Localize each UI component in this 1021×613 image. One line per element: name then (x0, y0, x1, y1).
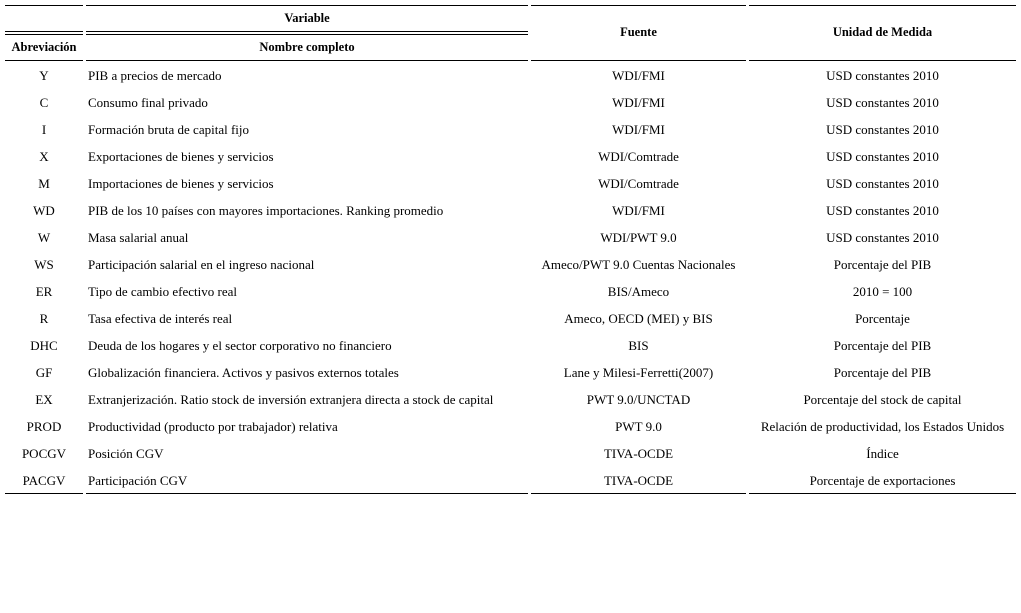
unit-cell: Porcentaje (855, 311, 910, 326)
abbreviation-cell: W (37, 230, 51, 245)
full-name-cell: Posición CGV (88, 446, 164, 461)
source-cell: PWT 9.0 (615, 419, 662, 434)
source-cell: Ameco/PWT 9.0 Cuentas Nacionales (541, 257, 736, 272)
abbreviation-cell: C (39, 95, 49, 110)
unit-cell: USD constantes 2010 (826, 122, 939, 137)
source-cell: WDI/Comtrade (598, 176, 679, 191)
abbreviation-cell: GF (35, 365, 53, 380)
rule (531, 5, 746, 6)
double-rule (5, 31, 83, 35)
rule (5, 493, 83, 494)
source-cell: Lane y Milesi-Ferretti(2007) (563, 365, 714, 380)
full-name-cell: Consumo final privado (88, 95, 208, 110)
unit-cell: USD constantes 2010 (826, 203, 939, 218)
full-name-cell: Deuda de los hogares y el sector corporativo no financiero (88, 338, 392, 353)
abbreviation-cell: DHC (30, 338, 58, 353)
abbreviation-cell: ER (35, 284, 53, 299)
abbreviation-cell: PACGV (22, 473, 66, 488)
source-cell: WDI/FMI (612, 122, 665, 137)
header-full-name: Nombre completo (259, 40, 355, 54)
full-name-cell: Formación bruta de capital fijo (88, 122, 250, 137)
abbreviation-cell: WD (33, 203, 55, 218)
full-name-cell: Globalización financiera. Activos y pasivos externos totales (88, 365, 399, 380)
unit-cell: Porcentaje del PIB (833, 365, 932, 380)
source-cell: BIS (628, 338, 649, 353)
source-cell: TIVA-OCDE (603, 446, 674, 461)
source-cell: TIVA-OCDE (603, 473, 674, 488)
rule (749, 5, 1016, 6)
full-name-cell: Productividad (producto por trabajador) relativa (88, 419, 338, 434)
source-cell: WDI/Comtrade (598, 149, 679, 164)
source-cell: BIS/Ameco (607, 284, 670, 299)
full-name-cell: Extranjerización. Ratio stock de inversión extranjera directa a stock de capital (88, 392, 494, 407)
unit-cell: USD constantes 2010 (826, 95, 939, 110)
unit-cell: Porcentaje de exportaciones (809, 473, 956, 488)
unit-cell: Porcentaje del PIB (833, 257, 932, 272)
full-name-cell: PIB de los 10 países con mayores importaciones. Ranking promedio (88, 203, 444, 218)
source-cell: Ameco, OECD (MEI) y BIS (564, 311, 713, 326)
abbreviation-cell: PROD (26, 419, 62, 434)
double-rule (86, 31, 528, 35)
abbreviation-cell: I (41, 122, 47, 137)
unit-cell: USD constantes 2010 (826, 149, 939, 164)
abbreviation-cell: M (38, 176, 50, 191)
full-name-cell: Exportaciones de bienes y servicios (88, 149, 274, 164)
abbreviation-cell: X (39, 149, 49, 164)
full-name-cell: Tasa efectiva de interés real (88, 311, 233, 326)
abbreviation-cell: EX (35, 392, 53, 407)
rule (86, 5, 528, 6)
source-cell: WDI/FMI (612, 95, 665, 110)
rule (86, 493, 528, 494)
unit-cell: USD constantes 2010 (826, 176, 939, 191)
full-name-cell: Tipo de cambio efectivo real (88, 284, 237, 299)
header-source: Fuente (620, 25, 657, 39)
abbreviation-cell: Y (39, 68, 49, 83)
rule (749, 493, 1016, 494)
source-cell: WDI/FMI (612, 68, 665, 83)
source-cell: PWT 9.0/UNCTAD (586, 392, 691, 407)
unit-cell: Relación de productividad, los Estados Unidos (760, 419, 1005, 434)
header-unit: Unidad de Medida (832, 25, 933, 39)
unit-cell: 2010 = 100 (852, 284, 913, 299)
rule (5, 5, 83, 6)
unit-cell: Porcentaje del PIB (833, 338, 932, 353)
abbreviation-cell: WS (34, 257, 54, 272)
abbreviation-cell: R (39, 311, 49, 326)
unit-cell: Porcentaje del stock de capital (803, 392, 962, 407)
source-cell: WDI/PWT 9.0 (600, 230, 677, 245)
header-abbreviation: Abreviación (11, 40, 77, 54)
full-name-cell: Importaciones de bienes y servicios (88, 176, 274, 191)
rule (86, 60, 528, 61)
unit-cell: Índice (866, 446, 899, 461)
rule (749, 60, 1016, 61)
rule (531, 493, 746, 494)
full-name-cell: Masa salarial anual (88, 230, 189, 245)
source-cell: WDI/FMI (612, 203, 665, 218)
header-variable: Variable (284, 11, 330, 25)
rule (5, 60, 83, 61)
full-name-cell: PIB a precios de mercado (88, 68, 222, 83)
unit-cell: USD constantes 2010 (826, 68, 939, 83)
rule (531, 60, 746, 61)
unit-cell: USD constantes 2010 (826, 230, 939, 245)
full-name-cell: Participación CGV (88, 473, 188, 488)
abbreviation-cell: POCGV (21, 446, 67, 461)
full-name-cell: Participación salarial en el ingreso nacional (88, 257, 315, 272)
